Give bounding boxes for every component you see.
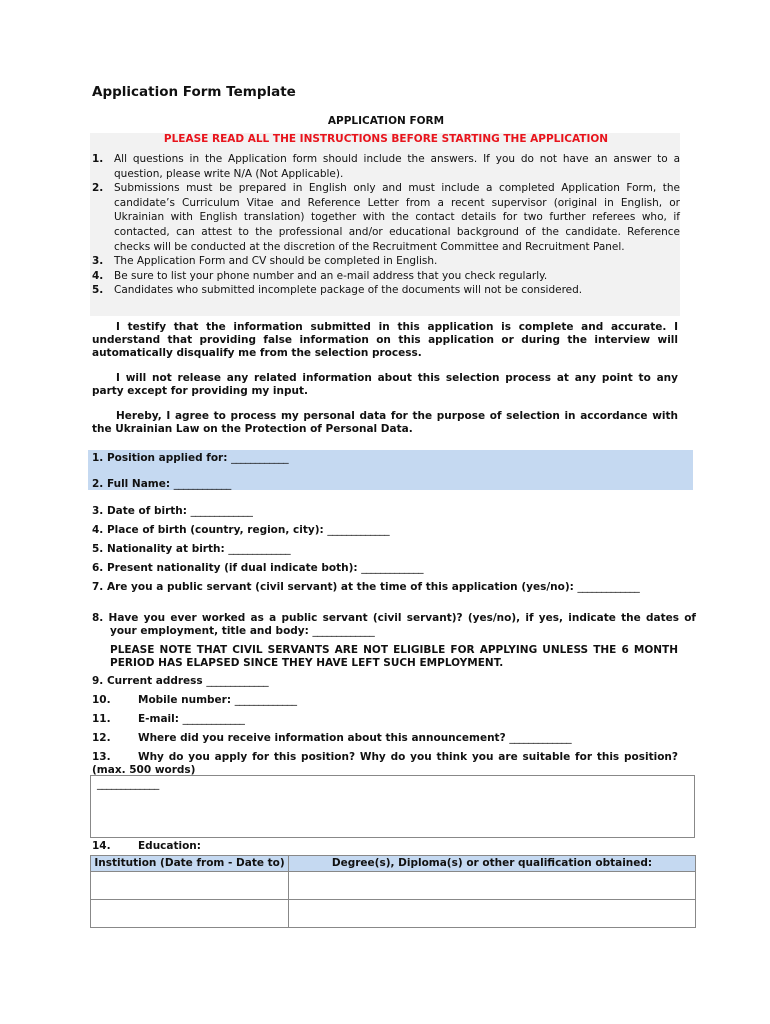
- education-cell-degree[interactable]: [289, 900, 696, 928]
- education-header-degree: Degree(s), Diploma(s) or other qualification obtained:: [289, 856, 696, 872]
- document-title: Application Form Template: [92, 84, 296, 100]
- field-date-of-birth[interactable]: 3. Date of birth: _____________: [92, 505, 253, 517]
- instruction-item: 2. Submissions must be prepared in English only and must include a completed Application Form, the candidate’s Curriculum Vitae and Reference Letter from a recent supervisor (original in English, or Ukrainian with English translation) together with the contact details for two further referees who, if contacted, can attest to the professional and/or educational background of the candidate. Reference checks will be conducted at the discretion of the Recruitment Committee and Recruitment Panel.: [92, 182, 680, 253]
- table-row: [91, 900, 696, 928]
- field-position-applied[interactable]: 1. Position applied for: ____________: [92, 452, 289, 464]
- education-table: [90, 855, 696, 928]
- field-public-servant[interactable]: 7. Are you a public servant (civil servant) at the time of this application (yes/no): _____________: [92, 581, 640, 593]
- instruction-item: 3. The Application Form and CV should be completed in English.: [92, 255, 438, 268]
- field-full-name[interactable]: 2. Full Name: ____________: [92, 478, 231, 490]
- field-place-of-birth[interactable]: 4. Place of birth (country, region, city): _____________: [92, 524, 390, 536]
- education-header-institution: Institution (Date from - Date to): [91, 856, 289, 872]
- instructions-list: [92, 152, 680, 298]
- field-announcement-source[interactable]: 12. Where did you receive information about this announcement? _____________: [92, 732, 572, 744]
- field-current-address[interactable]: 9. Current address _____________: [92, 675, 269, 687]
- field-mobile-number[interactable]: 10. Mobile number: _____________: [92, 694, 297, 706]
- statement-personal-data: Hereby, I agree to process my personal data for the purpose of selection in accordance with the Ukrainian Law on the Protection of Personal Data.: [92, 410, 678, 435]
- field-nationality-at-birth[interactable]: 5. Nationality at birth: _____________: [92, 543, 291, 555]
- field-public-servant-history[interactable]: 8. Have you ever worked as a public servant (civil servant)? (yes/no), if yes, indicate the dates of your employment, title and body: _____________: [92, 612, 696, 637]
- table-row: [91, 872, 696, 900]
- field-motivation-question: 13. Why do you apply for this position? Why do you think you are suitable for this position? (max. 500 words): [92, 751, 678, 776]
- civil-servant-notice: PLEASE NOTE THAT CIVIL SERVANTS ARE NOT ELIGIBLE FOR APPLYING UNLESS THE 6 MONTH PERIOD HAS ELAPSED SINCE THEY HAVE LEFT SUCH EMPLOYMENT.: [110, 644, 678, 669]
- field-present-nationality[interactable]: 6. Present nationality (if dual indicate both): _____________: [92, 562, 424, 574]
- education-cell-institution[interactable]: [91, 872, 289, 900]
- education-cell-institution[interactable]: [91, 900, 289, 928]
- instructions-warning: PLEASE READ ALL THE INSTRUCTIONS BEFORE STARTING THE APPLICATION: [163, 133, 609, 145]
- instruction-item: 1. All questions in the Application form should include the answers. If you do not have an answer to a question, please write N/A (Not Applicable).: [92, 153, 680, 180]
- instruction-item: 4. Be sure to list your phone number and an e-mail address that you check regularly.: [92, 269, 548, 282]
- field-education-heading: 14. Education:: [92, 840, 201, 852]
- field-email[interactable]: 11. E-mail: _____________: [92, 713, 245, 725]
- statement-confidentiality: I will not release any related information about this selection process at any point to any party except for providing my input.: [92, 372, 678, 397]
- form-heading: APPLICATION FORM: [327, 115, 445, 127]
- statement-accuracy: I testify that the information submitted in this application is complete and accurate. I understand that providing false information on this application or during the interview will automatically disqualify me from the selection process.: [92, 321, 678, 359]
- instruction-item: 5. Candidates who submitted incomplete package of the documents will not be considered.: [92, 284, 583, 297]
- motivation-answer-box[interactable]: _____________: [90, 775, 695, 838]
- education-cell-degree[interactable]: [289, 872, 696, 900]
